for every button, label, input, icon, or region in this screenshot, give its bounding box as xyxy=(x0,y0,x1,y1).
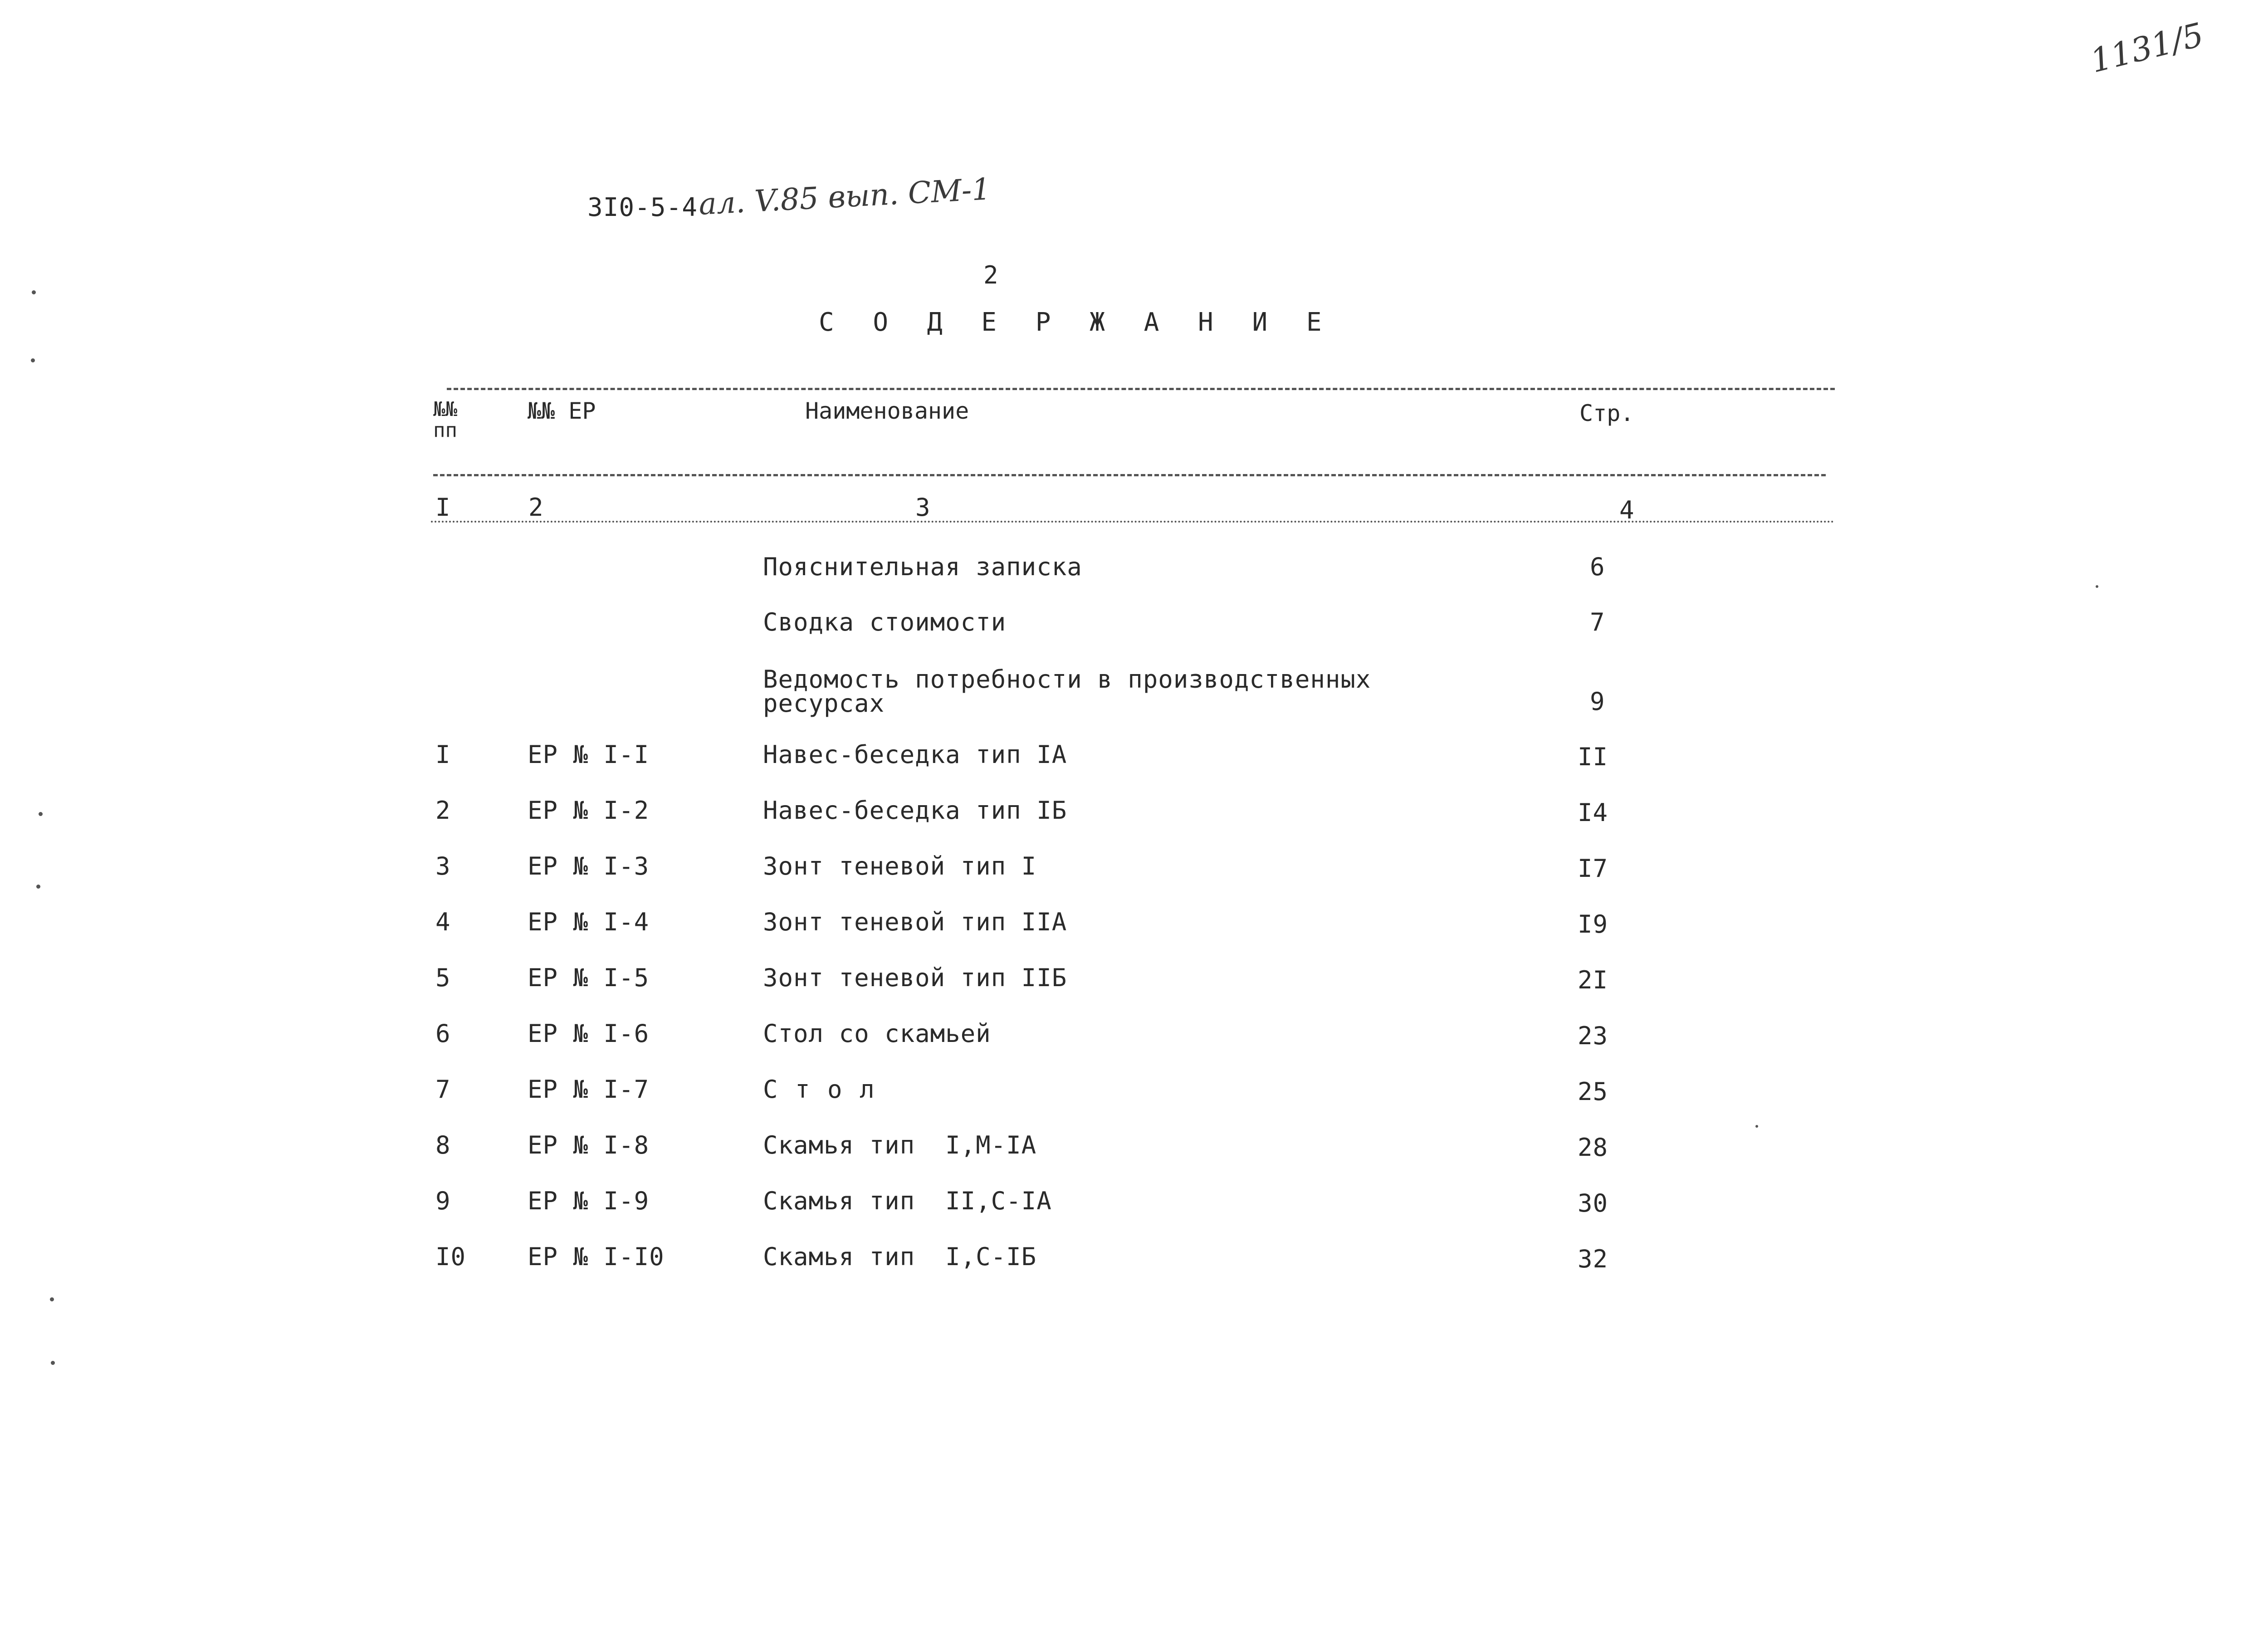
row-num: 2 xyxy=(435,796,451,825)
row-num: I xyxy=(435,740,451,769)
col-header-name: Наименование xyxy=(805,398,969,424)
row-ep: ЕР № I-5 xyxy=(528,963,650,992)
row-num: I0 xyxy=(435,1242,466,1271)
row-page: I9 xyxy=(1578,910,1608,939)
page-number: 2 xyxy=(983,261,999,289)
col-header-page: Стр. xyxy=(1579,400,1634,426)
row-ep: ЕР № I-7 xyxy=(528,1075,650,1104)
row-name: Сводка стоимости xyxy=(763,608,1007,636)
scan-speck xyxy=(50,1297,54,1301)
row-name: Навес-беседка тип IА xyxy=(763,740,1067,769)
header-top-rule xyxy=(447,388,1835,390)
row-page: 30 xyxy=(1578,1189,1608,1217)
row-name: С т о л xyxy=(763,1075,876,1104)
sheet-mark: 1131/5 xyxy=(2087,15,2208,80)
row-ep: ЕР № I-I0 xyxy=(528,1242,665,1271)
row-name: Скамья тип I,С-IБ xyxy=(763,1242,1037,1271)
row-name: Зонт теневой тип I xyxy=(763,852,1037,880)
col-number: 2 xyxy=(528,493,544,522)
row-num: 7 xyxy=(435,1075,451,1104)
col-header-num: №№ пп xyxy=(433,398,457,442)
row-ep: ЕР № I-2 xyxy=(528,796,650,825)
header-bottom-rule xyxy=(433,474,1826,476)
row-page: 9 xyxy=(1590,687,1605,716)
document-code: 3I0-5-4 xyxy=(587,193,698,222)
row-page: 23 xyxy=(1578,1022,1608,1050)
scan-speck xyxy=(31,358,35,362)
row-page: II xyxy=(1578,743,1608,771)
row-name: Скамья тип I,М-IА xyxy=(763,1131,1037,1159)
row-ep: ЕР № I-3 xyxy=(528,852,650,880)
row-ep: ЕР № I-4 xyxy=(528,908,650,936)
row-num: 3 xyxy=(435,852,451,880)
scan-speck xyxy=(39,812,43,816)
row-name: Зонт теневой тип IIА xyxy=(763,908,1067,936)
row-num: 9 xyxy=(435,1187,451,1215)
row-page: 25 xyxy=(1578,1077,1608,1106)
row-page: 32 xyxy=(1578,1245,1608,1273)
row-name: Ведомость потребности в производственных ресурсах xyxy=(763,665,1371,718)
row-num: 4 xyxy=(435,908,451,936)
row-name: Скамья тип II,С-IА xyxy=(763,1187,1052,1215)
row-page: 2I xyxy=(1578,966,1608,994)
scan-speck xyxy=(36,885,40,889)
scan-speck xyxy=(51,1361,55,1365)
row-name: Зонт теневой тип IIБ xyxy=(763,963,1067,992)
row-num: 5 xyxy=(435,963,451,992)
scan-speck xyxy=(2096,585,2098,588)
row-page: I7 xyxy=(1578,854,1608,883)
handwritten-note: ал. V.85 вып. СМ-1 xyxy=(698,171,992,222)
row-num: 6 xyxy=(435,1019,451,1048)
row-ep: ЕР № I-6 xyxy=(528,1019,650,1048)
col-number: 3 xyxy=(915,493,931,522)
row-name: Пояснительная записка xyxy=(763,552,1082,581)
row-page: 7 xyxy=(1590,608,1605,636)
row-page: I4 xyxy=(1578,798,1608,827)
scan-speck xyxy=(32,290,36,294)
row-page: 28 xyxy=(1578,1133,1608,1162)
row-name: Стол со скамьей xyxy=(763,1019,991,1048)
row-ep: ЕР № I-I xyxy=(528,740,650,769)
page-title: С О Д Е Р Ж А Н И Е xyxy=(819,308,1334,337)
row-num: 8 xyxy=(435,1131,451,1159)
col-header-ep: №№ ЕР xyxy=(528,398,596,424)
col-number: I xyxy=(435,493,451,522)
row-page: 6 xyxy=(1590,552,1605,581)
row-name: Навес-беседка тип IБ xyxy=(763,796,1067,825)
scan-speck xyxy=(1755,1125,1758,1128)
row-ep: ЕР № I-9 xyxy=(528,1187,650,1215)
col-number: 4 xyxy=(1619,496,1635,524)
row-ep: ЕР № I-8 xyxy=(528,1131,650,1159)
